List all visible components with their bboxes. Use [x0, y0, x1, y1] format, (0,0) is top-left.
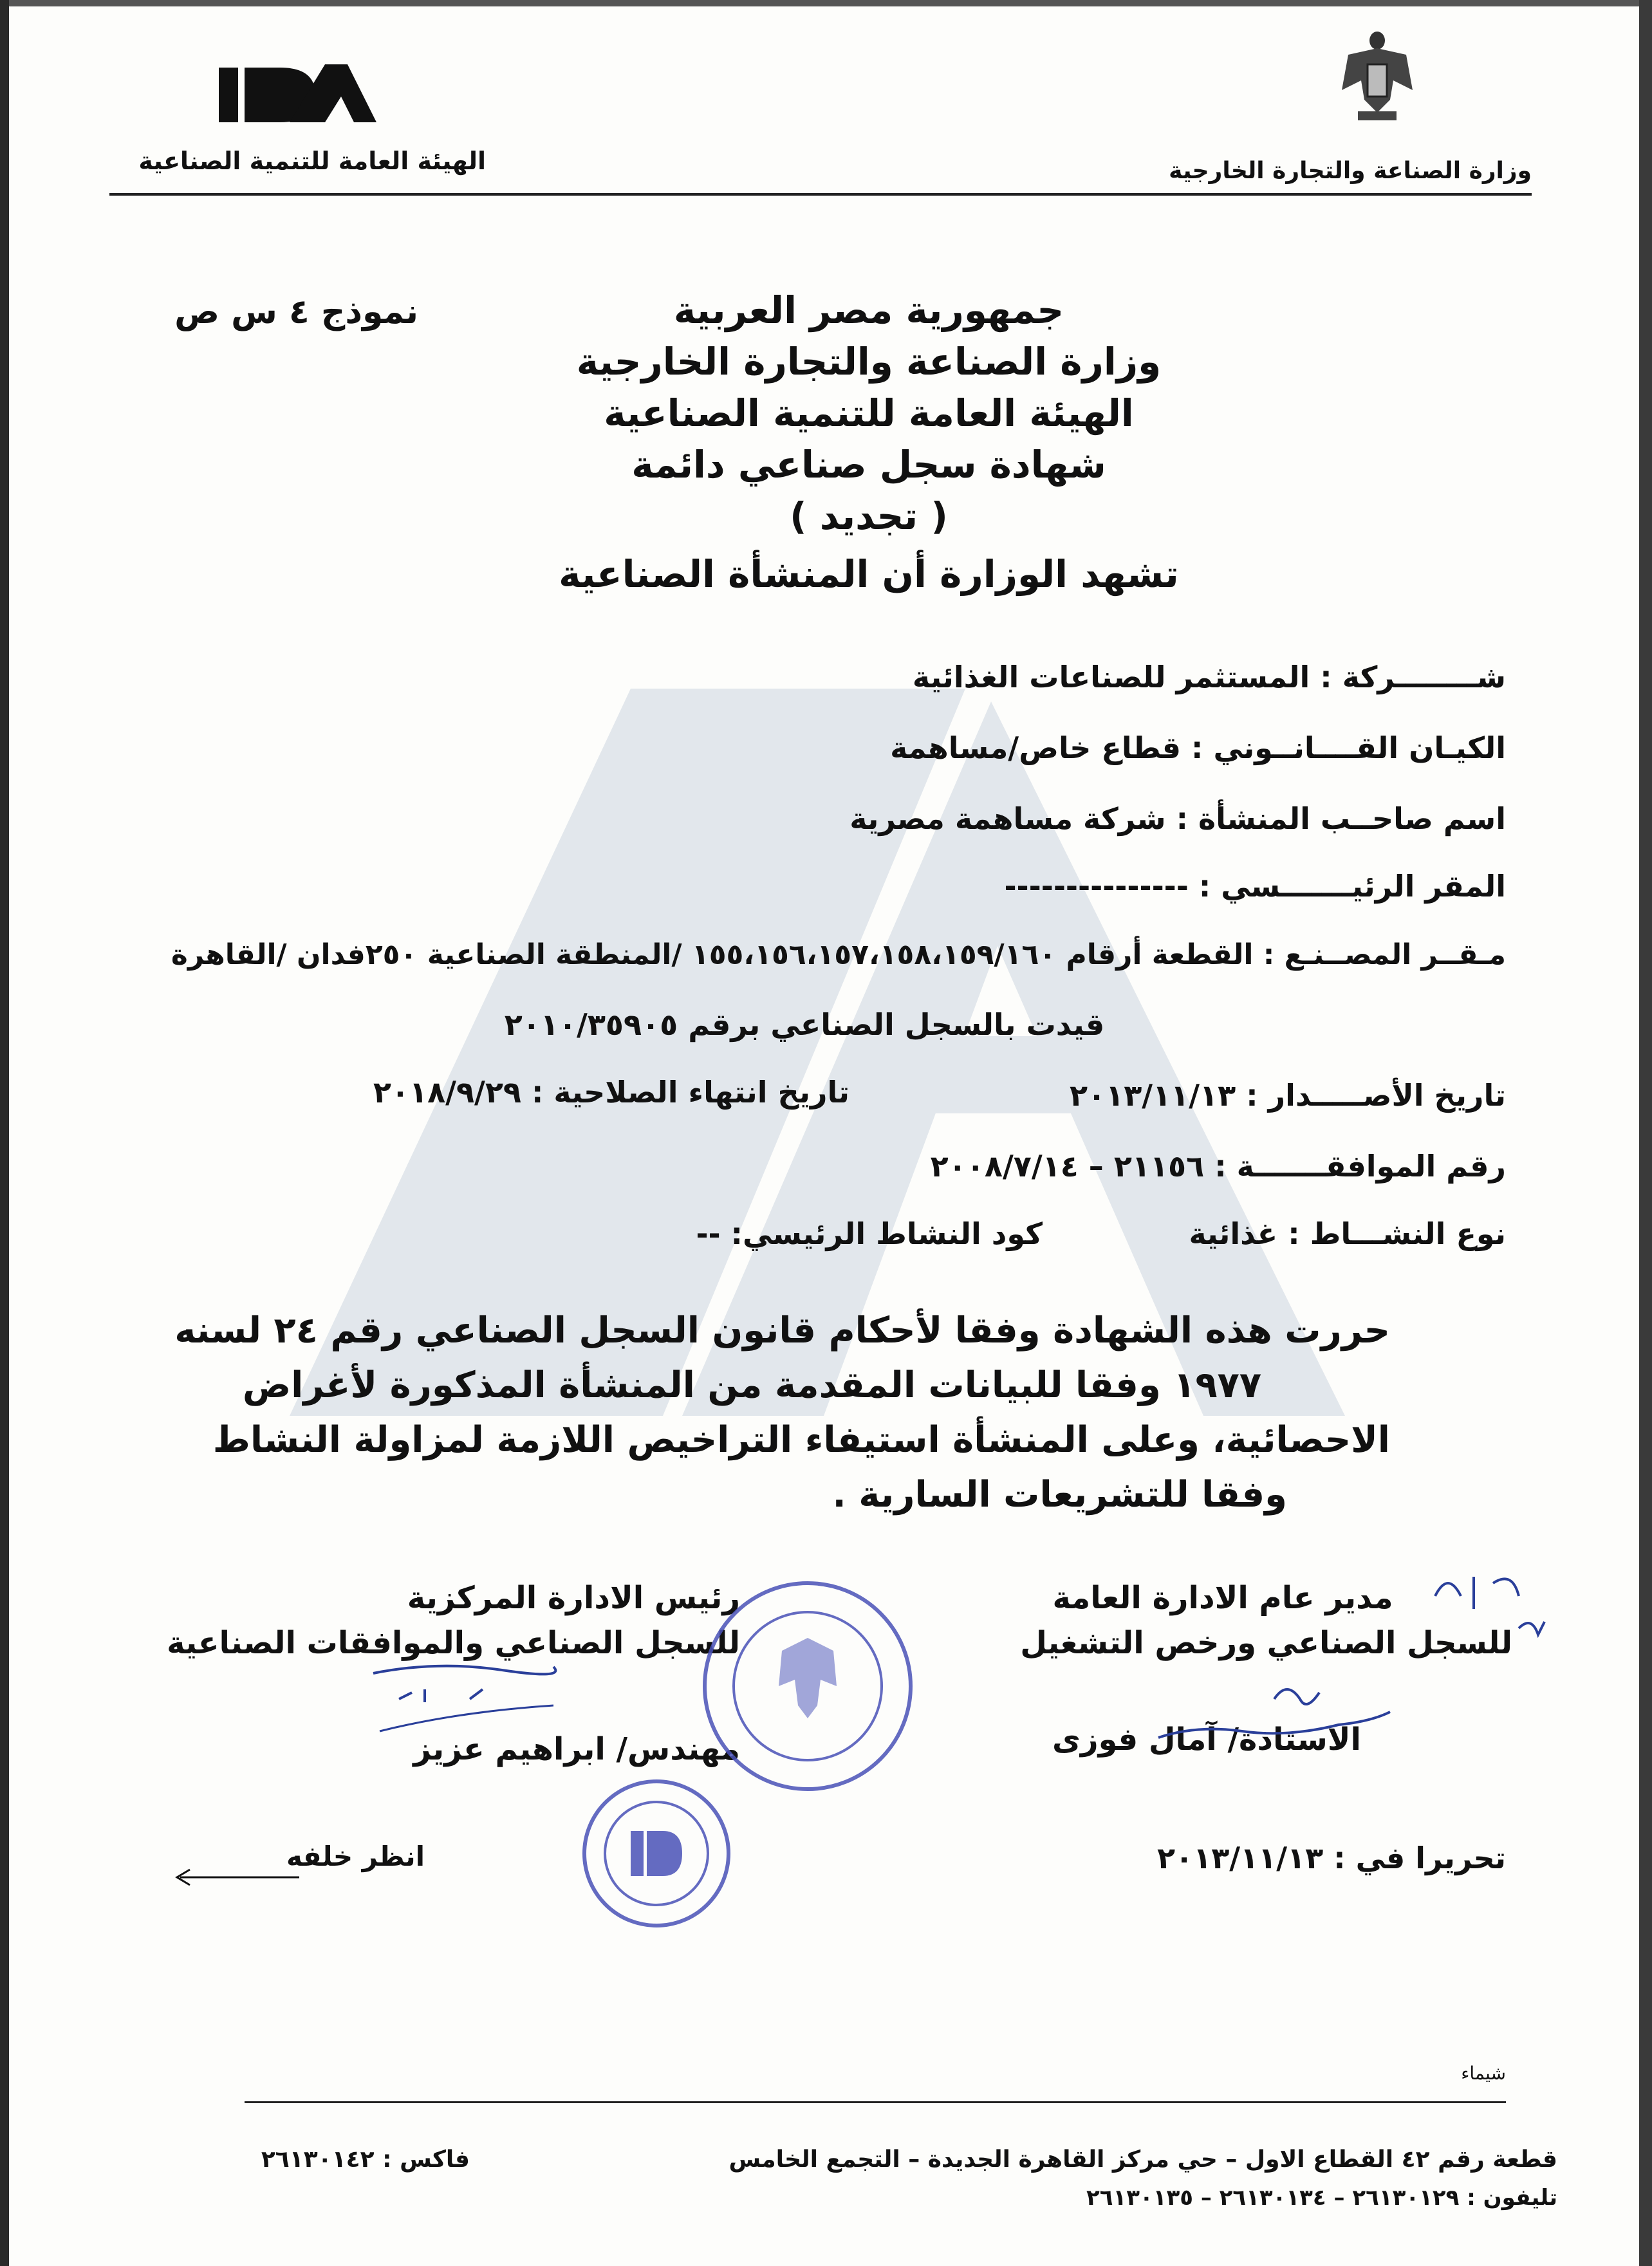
footer-fax: فاكس : ٢٦١٣٠١٤٢	[261, 2146, 470, 2173]
signature-left	[360, 1635, 566, 1738]
title-line-1: جمهورية مصر العربية	[673, 288, 1064, 332]
issued-at: تحريرا في : ٢٠١٣/١١/١٣	[1156, 1841, 1506, 1875]
field-approval-number: رقم الموافقـــــــة : ٢١١٥٦ – ٢٠٠٨/٧/١٤	[930, 1149, 1506, 1184]
field-company: شــــــــركة : المستثمر للصناعات الغذائية	[912, 660, 1506, 694]
signature-right	[1146, 1660, 1403, 1763]
authority-name: الهيئة العامة للتنمية الصناعية	[138, 147, 486, 175]
arrow-left-icon	[174, 1868, 302, 1887]
statement-line-3: الاحصائية، وعلى المنشأة استيفاء التراخيص اللازمة لمزاولة النشاط	[212, 1419, 1390, 1461]
field-activity-code: كود النشاط الرئيسي: --	[696, 1216, 1043, 1251]
right-signatory-title-1: مدير عام الادارة العامة	[1052, 1580, 1393, 1616]
scan-edge-top	[0, 0, 1652, 6]
field-registered: قيدت بالسجل الصناعي برقم ٢٠١٠/٣٥٩٠٥	[504, 1007, 1105, 1042]
see-back-note: انظر خلفه	[286, 1841, 425, 1872]
right-signatory-name: الاستاذة/ آمال فوزى	[1052, 1722, 1361, 1758]
typist-name: شيماء	[1461, 2063, 1506, 2084]
left-signatory-name: مهندس/ ابراهيم عزيز	[413, 1731, 740, 1767]
field-issue-date: تاريخ الأصـــــدار : ٢٠١٣/١١/١٣	[1069, 1078, 1506, 1113]
title-line-5: ( تجديد )	[790, 494, 948, 538]
header-divider	[109, 193, 1532, 196]
footer-address: قطعة رقم ٤٢ القطاع الاول – حي مركز القاهرة الجديدة – التجمع الخامس	[729, 2146, 1557, 2173]
field-activity-type: نوع النشـــاط : غذائية	[1189, 1216, 1506, 1251]
egypt-eagle-emblem	[1339, 29, 1416, 125]
ida-logo	[219, 61, 380, 125]
title-line-4: شهادة سجل صناعي دائمة	[631, 443, 1106, 487]
footer-phones: تليفون : ٢٦١٣٠١٢٩ – ٢٦١٣٠١٣٤ – ٢٦١٣٠١٣٥	[1086, 2185, 1557, 2211]
field-legal-entity: الكيـان القــــانــوني : قطاع خاص/مساهمة	[890, 730, 1506, 765]
ida-round-stamp	[579, 1776, 734, 1931]
field-head-office: المقر الرئيـــــــسي : ---------------	[1004, 869, 1506, 904]
title-line-2: وزارة الصناعة والتجارة الخارجية	[576, 340, 1162, 384]
left-signatory-title-1: رئيس الادارة المركزية	[407, 1580, 740, 1616]
title-line-6: تشهد الوزارة أن المنشأة الصناعية	[559, 552, 1179, 596]
official-seal-stamp	[698, 1577, 917, 1796]
footer-divider	[245, 2101, 1506, 2103]
statement-line-2: ١٩٧٧ وفقا للبيانات المقدمة من المنشأة المذكورة لأغراض	[242, 1364, 1261, 1406]
statement-line-1: حررت هذه الشهادة وفقا لأحكام قانون السجل الصناعي رقم ٢٤ لسنه	[174, 1310, 1390, 1351]
title-line-3: الهيئة العامة للتنمية الصناعية	[604, 391, 1134, 435]
right-signatory-title-2: للسجل الصناعي ورخص التشغيل	[1020, 1625, 1512, 1661]
left-signatory-title-2: للسجل الصناعي والموافقات الصناعية	[167, 1625, 740, 1661]
ministry-name: وزارة الصناعة والتجارة الخارجية	[1169, 158, 1532, 184]
scan-edge-right	[1639, 0, 1652, 2266]
handwritten-initials	[1422, 1557, 1551, 1660]
form-code: نموذج ٤ س ص	[174, 293, 418, 331]
field-expiry-date: تاريخ انتهاء الصلاحية : ٢٠١٨/٩/٢٩	[373, 1075, 849, 1110]
field-owner: اسم صاحــب المنشأة : شركة مساهمة مصرية	[849, 801, 1506, 836]
field-factory: مـقــر المصــنـع : القطعة أرقام ١٥٥،١٥٦،١٥٧،١٥٨،١٥٩/١٦٠ /المنطقة الصناعية ٢٥٠فدان /القاهرة	[171, 938, 1506, 971]
scan-edge-left	[0, 0, 9, 2266]
statement-line-4: وفقا للتشريعات السارية .	[832, 1474, 1287, 1516]
